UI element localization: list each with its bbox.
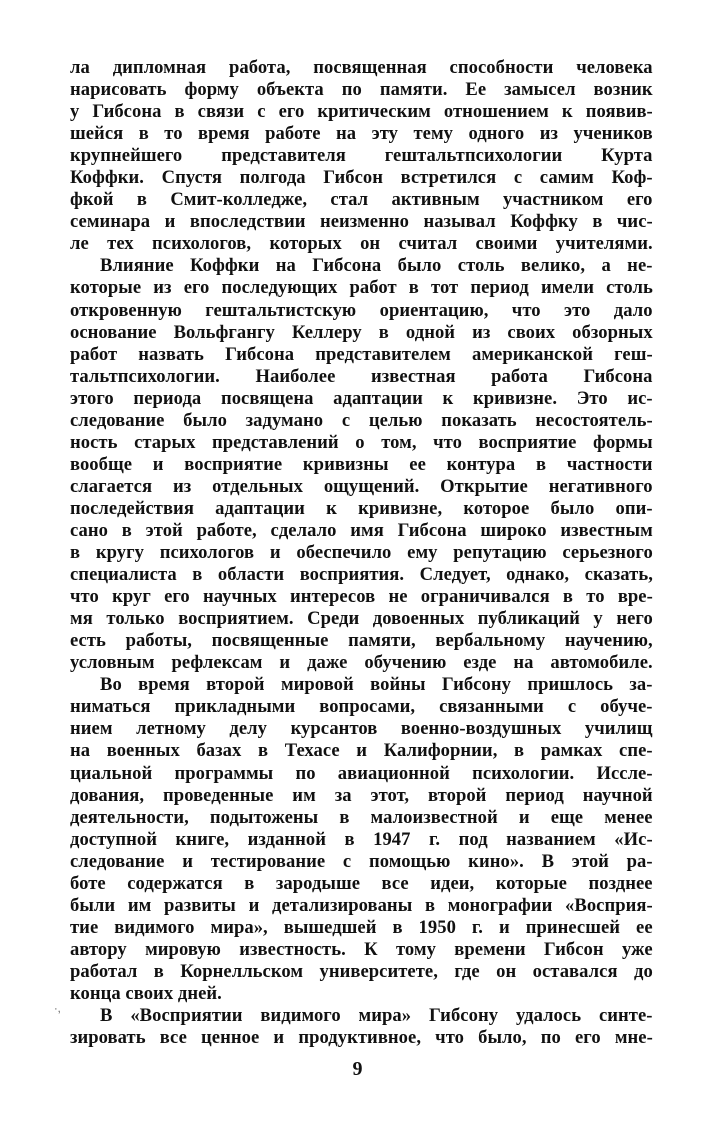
book-page-text	[70, 57, 653, 1049]
paragraph	[70, 1005, 653, 1049]
text-line: зировать все ценное и продуктивное, что было, по его мне-	[70, 1027, 653, 1049]
paragraph	[70, 674, 653, 1005]
text-line: слагается из отдельных ощущений. Открытие негативного	[70, 475, 653, 497]
text-line: Коффки. Спустя полгода Гибсон встретился с самим Коф-	[70, 167, 653, 189]
text-line: тие видимого мира», вышедшей в 1950 г. и принесшей ее	[70, 916, 653, 938]
text-line: В «Восприятии видимого мира» Гибсону удалось синте-	[100, 1005, 653, 1027]
text-line: циальной программы по авиационной психологии. Иссле-	[70, 762, 653, 784]
text-line: тальтпсихологии. Наиболее известная работа Гибсона	[70, 365, 653, 387]
text-line: автору мировую известность. К тому времени Гибсон уже	[70, 938, 653, 960]
text-line: в кругу психологов и обеспечило ему репутацию серьезного	[70, 542, 653, 564]
text-line: на военных базах в Техасе и Калифорнии, в рамках спе-	[70, 740, 653, 762]
text-line: доступной книге, изданной в 1947 г. под названием «Ис-	[70, 828, 653, 850]
text-line: Влияние Коффки на Гибсона было столь велико, а не-	[100, 255, 653, 277]
text-line: ниматься прикладными вопросами, связанными с обуче-	[70, 696, 653, 718]
text-line: боте содержатся в зародыше все идеи, которые позднее	[70, 872, 653, 894]
text-line: последействия адаптации к кривизне, которое было опи-	[70, 497, 653, 519]
text-line: следование и тестирование с помощью кино». В этой ра-	[70, 850, 653, 872]
text-line: были им развиты и детализированы в монографии «Восприя-	[70, 894, 653, 916]
text-line: семинара и впоследствии неизменно называл Коффку в чис-	[70, 211, 653, 233]
text-line: откровенную гештальтистскую ориентацию, что это дало	[70, 299, 653, 321]
text-line: деятельности, подытожены в малоизвестной и еще менее	[70, 806, 653, 828]
text-line: крупнейшего представителя гештальтпсихологии Курта	[70, 145, 653, 167]
text-line: вообще и восприятие кривизны ее контура в частности	[70, 453, 653, 475]
text-line: нарисовать форму объекта по памяти. Ее замысел возник	[70, 79, 653, 101]
text-line: нием летному делу курсантов военно-воздушных училищ	[70, 718, 653, 740]
text-line: ле тех психологов, которых он считал своими учителями.	[70, 233, 653, 255]
text-line: следование было задумано с целью показать несостоятель-	[70, 409, 653, 431]
text-line: шейся в то время работе на эту тему одного из учеников	[70, 123, 653, 145]
scan-artifact-mark: ·,	[54, 1003, 61, 1015]
text-line: конца своих дней.	[70, 982, 222, 1004]
text-line: Во время второй мировой войны Гибсону пришлось за-	[100, 674, 653, 696]
text-line: этого периода посвящена адаптации к кривизне. Это ис-	[70, 387, 653, 409]
text-line: работал в Корнелльском университете, где он оставался до	[70, 960, 653, 982]
paragraph	[70, 255, 653, 674]
text-line: фкой в Смит-колледже, стал активным участником его	[70, 189, 653, 211]
text-line: работ назвать Гибсона представителем американской геш-	[70, 343, 653, 365]
text-line: сано в этой работе, сделало имя Гибсона широко известным	[70, 519, 653, 541]
text-line: ность старых представлений о том, что восприятие формы	[70, 431, 653, 453]
text-line: ла дипломная работа, посвященная способности человека	[70, 57, 653, 78]
page-number: 9	[352, 1058, 363, 1080]
text-line: мя только восприятием. Среди довоенных публикаций у него	[70, 608, 653, 630]
text-line: дования, проведенные им за этот, второй период научной	[70, 784, 653, 806]
text-line: специалиста в области восприятия. Следует, однако, сказать,	[70, 564, 653, 586]
text-line: у Гибсона в связи с его критическим отношением к появив-	[70, 101, 653, 123]
text-line: есть работы, посвященные памяти, вербальному научению,	[70, 630, 653, 652]
text-line: основание Вольфгангу Келлеру в одной из своих обзорных	[70, 321, 653, 343]
paragraph	[70, 57, 653, 255]
text-line: что круг его научных интересов не ограничивался в то вре-	[70, 586, 653, 608]
text-line: условным рефлексам и даже обучению езде на автомобиле.	[70, 652, 653, 674]
text-line: которые из его последующих работ в тот период имели столь	[70, 277, 653, 299]
